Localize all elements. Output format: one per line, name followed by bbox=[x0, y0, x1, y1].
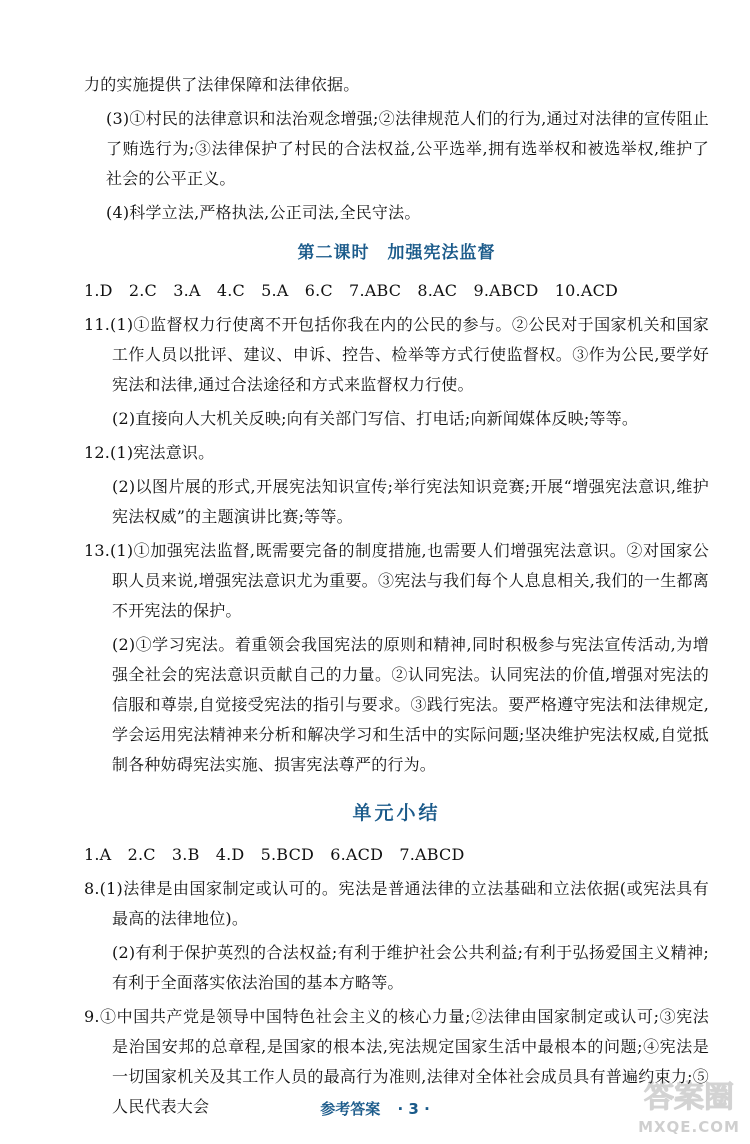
question-12-part1: 12.(1)宪法意识。 bbox=[84, 443, 215, 462]
section-title-unit-summary: 单元小结 bbox=[352, 802, 441, 824]
document-body bbox=[84, 70, 709, 1126]
question-11-part1: 11.(1)①监督权力行使离不开包括你我在内的公民的参与。②公民对于国家机关和国家工作人员以批评、建议、申诉、控告、检举等方式行使监督权。③作为公民,要学好宪法和法律,通过合法途径和方式来监督权力行使。 bbox=[84, 315, 709, 394]
question-9: 9.①中国共产党是领导中国特色社会主义的核心力量;②法律由国家制定或认可;③宪法是治国安邦的总章程,是国家的根本法,宪法规定国家生活中最根本的问题;④宪法是一切国家机关及其工作人员的最高行为准则,法律对全体社会成员具有普遍约束力;⑤人民代表大会 bbox=[84, 1007, 709, 1116]
question-13-part2: (2)①学习宪法。着重领会我国宪法的原则和精神,同时积极参与宪法宣传活动,为增强全社会的宪法意识贡献自己的力量。②认同宪法。认同宪法的价值,增强对宪法的信服和尊崇,自觉接受宪法的指引与要求。③践行宪法。要严格遵守宪法和法律规定,学会运用宪法精神来分析和解决学习和生活中的实际问题;坚决维护宪法权威,自觉抵制各种妨碍宪法实施、损害宪法尊严的行为。 bbox=[112, 635, 709, 774]
question-11-part2: (2)直接向人大机关反映;向有关部门写信、打电话;向新闻媒体反映;等等。 bbox=[112, 409, 639, 428]
question-13-part1: 13.(1)①加强宪法监督,既需要完备的制度措施,也需要人们增强宪法意识。②对国家公职人员来说,增强宪法意识尤为重要。③宪法与我们每个人息息相关,我们的一生都离不开宪法的保护。 bbox=[84, 541, 709, 620]
question-8-part2: (2)有利于保护英烈的合法权益;有利于维护社会公共利益;有利于弘扬爱国主义精神;有利于全面落实依法治国的基本方略等。 bbox=[112, 943, 709, 992]
question-8-part1: 8.(1)法律是由国家制定或认可的。宪法是普通法律的立法基础和立法依据(或宪法具有最高的法律地位)。 bbox=[84, 879, 709, 928]
footer-label: 参考答案 bbox=[320, 1100, 381, 1118]
answer-4: (4)科学立法,严格执法,公正司法,全民守法。 bbox=[106, 203, 421, 222]
question-12-part2: (2)以图片展的形式,开展宪法知识宣传;举行宪法知识竞赛;开展“增强宪法意识,维护宪法权威”的主题演讲比赛;等等。 bbox=[112, 477, 709, 526]
watermark-logo-icon: 答案圈 bbox=[644, 1080, 734, 1115]
choice-answers-unit: 1.A 2.C 3.B 4.D 5.BCD 6.ACD 7.ABCD bbox=[84, 845, 465, 864]
watermark-site-text: MXQE.COM bbox=[638, 1118, 740, 1136]
page-number: · 3 · bbox=[397, 1100, 430, 1118]
site-watermark bbox=[634, 1068, 744, 1138]
answer-3: (3)①村民的法律意识和法治观念增强;②法律规范人们的行为,通过对法律的宣传阻止了贿选行为;③法律保护了村民的合法权益,公平选举,拥有选举权和被选举权,维护了社会的公平正义。 bbox=[106, 109, 709, 188]
choice-answers-lesson2: 1.D 2.C 3.A 4.C 5.A 6.C 7.ABC 8.AC 9.ABCD 10.ACD bbox=[84, 281, 619, 300]
paragraph-continuation: 力的实施提供了法律保障和法律依据。 bbox=[84, 75, 360, 94]
section-title-lesson2: 第二课时 加强宪法监督 bbox=[297, 243, 496, 263]
